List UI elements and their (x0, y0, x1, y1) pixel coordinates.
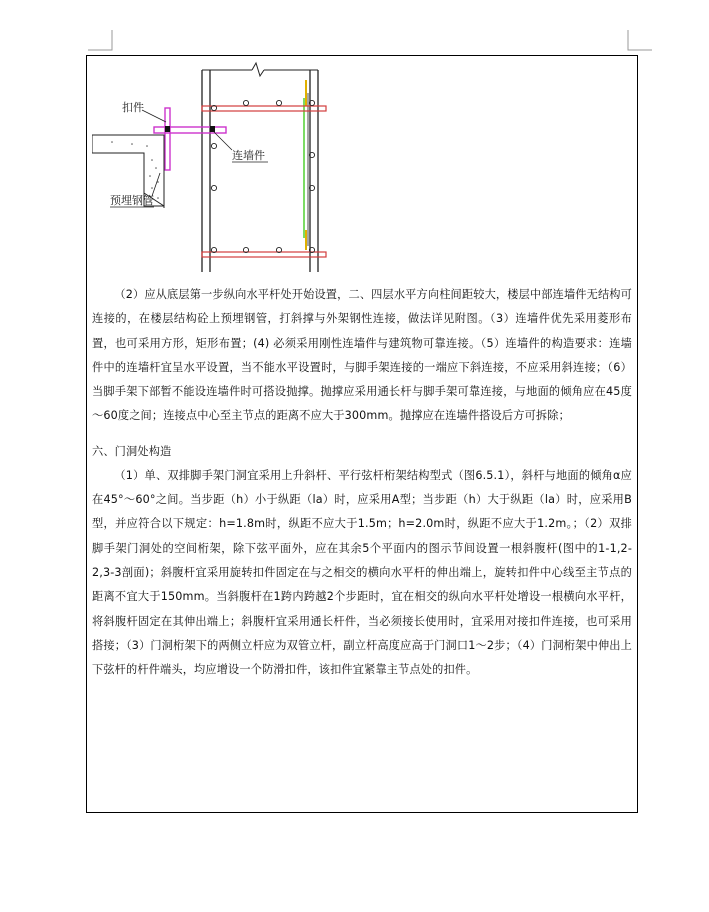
scaffold-standards (202, 70, 318, 272)
break-symbol (202, 63, 318, 76)
ledger-bottom (202, 252, 326, 257)
crop-mark-top-left (88, 30, 114, 55)
embedded-tube (165, 108, 170, 170)
tie-node-right (210, 126, 215, 132)
wall-tie-diagram (92, 58, 342, 280)
label-embedded-tube: 预埋钢管 (110, 194, 154, 207)
concrete-hatch (111, 141, 159, 202)
tie-node-left (165, 126, 170, 132)
body-text (92, 283, 632, 682)
ledger-top (202, 106, 326, 111)
paragraph-door-opening: （1）单、双排脚手架门洞宜采用上升斜杆、平行弦杆桁架结构型式（图6.5.1），斜杆与地面的倾角α应在45°～60°之间。当步距（h）小于纵距（la）时，应采用A型；当步距（h）大于纵距（la）时，应采用B型，并应符合以下规定：h=1.8m时，纵距不应大于1.5m；h=2.0m时，纵距不应大于1.2m。；（2）双排脚手架门洞处的空间桁架，除下弦平面外，应在其余5个平面内的图示节间设置一根斜腹杆(图中的1-1,2-2,3-3剖面)；斜腹杆宜采用旋转扣件固定在与之相交的横向水平杆的伸出端上，旋转扣件中心线至主节点的距离不宜大于150mm。当斜腹杆在1跨内跨越2个步距时，宜在相交的纵向水平杆处增设一根横向水平杆，将斜腹杆固定在其伸出端上；斜腹杆宜采用通长杆件，当必须接长使用时，宜采用对接扣件连接，也可采用搭接；（3）门洞桁架下的两侧立杆应为双管立杆，副立杆高度应高于门洞口1～2步；（4）门洞桁架中伸出上下弦杆的杆件端头，均应增设一个防滑扣件，该扣件宜紧靠主节点处的扣件。 (92, 468, 632, 677)
label-wall-tie: 连墙件 (232, 149, 265, 162)
crop-mark-top-right (626, 30, 652, 55)
section-heading: 六、门洞处构造 (92, 444, 172, 458)
label-fastener: 扣件 (122, 101, 144, 114)
paragraph-wall-tie: （2）应从底层第一步纵向水平杆处开始设置，二、四层水平方向柱间距较大，楼层中部连墙件无结构可连接的，在楼层结构砼上预埋钢管，打斜撑与外架钢性连接，做法详见附图。（3）连墙件优先采用菱形布置，也可采用方形，矩形布置；(4) 必须采用刚性连墙件与建筑物可靠连接。（5）连墙件的构造要求：连墙件中的连墙杆宜呈水平设置，当不能水平设置时，与脚手架连接的一端应下斜连接，不应采用斜连接；（6）当脚手架下部暂不能设连墙件时可搭设抛撑。抛撑应采用通长杆与脚手架可靠连接，与地面的倾角应在45度～60度之间；连接点中心至主节点的距离不应大于300mm。抛撑应在连墙件搭设后方可拆除； (92, 288, 632, 423)
